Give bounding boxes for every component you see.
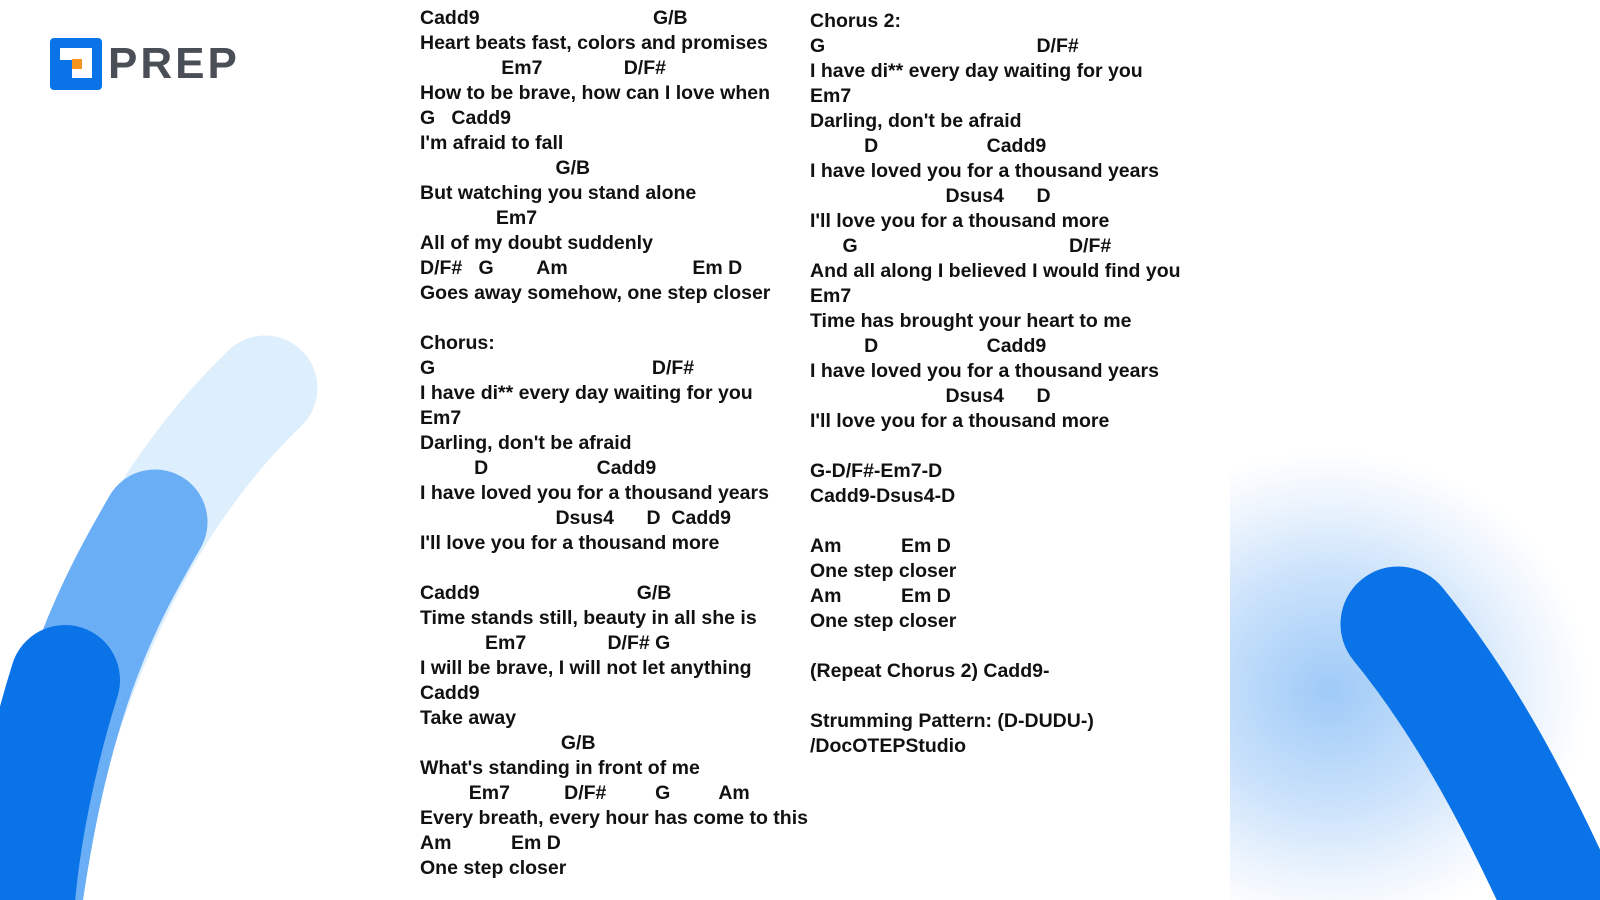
lyric-line: Chorus 2: [810,10,902,32]
lyric-line: Am Em D [420,832,561,854]
lyric-line: G/B [420,732,596,754]
lyric-line: Cadd9-Dsus4-D [810,485,956,507]
lyric-line: But watching you stand alone [420,182,697,204]
lyric-line: G/B [420,157,591,179]
blank-line [420,306,810,331]
lyric-line: I'll love you for a thousand more [420,532,720,554]
blank-line [420,556,810,581]
lyric-line: Time has brought your heart to me [810,310,1132,332]
lyric-line: I have loved you for a thousand years [810,360,1159,382]
lyric-line: Dsus4 D Cadd9 [420,507,731,529]
lyric-line: Darling, don't be afraid [420,432,632,454]
lyric-line: Dsus4 D [810,385,1051,407]
lyrics-column-right [810,6,1230,896]
brand-name: PREP [108,39,240,88]
lyric-line: I'll love you for a thousand more [810,210,1110,232]
lyric-line: D Cadd9 [420,457,657,479]
lyric-line: G D/F# [420,357,695,379]
blank-line [810,509,1230,534]
lyric-line: D/F# G Am Em D [420,257,743,279]
lyric-line: Strumming Pattern: (D-DUDU-) [810,710,1094,732]
lyric-line: Em7 [420,207,538,229]
lyric-line: Em7 [420,407,462,429]
lyric-line: Em7 [810,85,852,107]
blank-line [810,634,1230,659]
lyric-line: What's standing in front of me [420,757,700,779]
lyric-line: All of my doubt suddenly [420,232,653,254]
lyric-line: I will be brave, I will not let anything [420,657,752,679]
lyrics-column-left [420,6,810,896]
blank-line [810,434,1230,459]
lyric-line: I have loved you for a thousand years [420,482,769,504]
lyric-line: Chorus: [420,332,495,354]
lyric-line: G Cadd9 [420,107,512,129]
prep-logo-icon [50,38,102,90]
lyric-line: Dsus4 D [810,185,1051,207]
lyrics-sheet [420,6,1230,896]
dark-blue-stripe-left [20,680,65,900]
lyric-line: One step closer [420,857,567,879]
lyric-line: Take away [420,707,517,729]
lyric-line: /DocOTEPStudio [810,735,966,757]
lyric-line: D Cadd9 [810,135,1047,157]
lyric-line: Am Em D [810,535,951,557]
lyric-line: Cadd9 G/B [420,7,688,29]
lyric-line: I have loved you for a thousand years [810,160,1159,182]
lyric-line: Heart beats fast, colors and promises [420,32,768,54]
lyric-line: I have di** every day waiting for you [810,60,1143,82]
lyric-line: Cadd9 [420,682,480,704]
lyric-line: I'm afraid to fall [420,132,564,154]
lyric-line: Time stands still, beauty in all she is [420,607,757,629]
lyric-line: Em7 D/F# [420,57,666,79]
lyric-line: (Repeat Chorus 2) Cadd9- [810,660,1050,682]
blank-line [810,684,1230,709]
lyric-line: Darling, don't be afraid [810,110,1022,132]
lyric-line: How to be brave, how can I love when [420,82,770,104]
lyric-line: I have di** every day waiting for you [420,382,753,404]
lyric-line: Em7 D/F# G [420,632,671,654]
lyric-line: Goes away somehow, one step closer [420,282,771,304]
lyric-line: Am Em D [810,585,951,607]
lyric-line: One step closer [810,560,957,582]
lyric-line: And all along I believed I would find you [810,260,1181,282]
lyric-line: Em7 [810,285,852,307]
brand-logo[interactable] [50,38,240,90]
dark-blue-stripe-right [1398,624,1560,900]
lyric-line: D Cadd9 [810,335,1047,357]
lyric-line: G-D/F#-Em7-D [810,460,943,482]
lyric-line: One step closer [810,610,957,632]
lyric-line: Em7 D/F# G Am [420,782,750,804]
lyric-line: Every breath, every hour has come to this [420,807,808,829]
lyric-line: G D/F# [810,235,1112,257]
lyric-line: I'll love you for a thousand more [810,410,1110,432]
lyric-line: G D/F# [810,35,1079,57]
lyric-line: Cadd9 G/B [420,582,672,604]
